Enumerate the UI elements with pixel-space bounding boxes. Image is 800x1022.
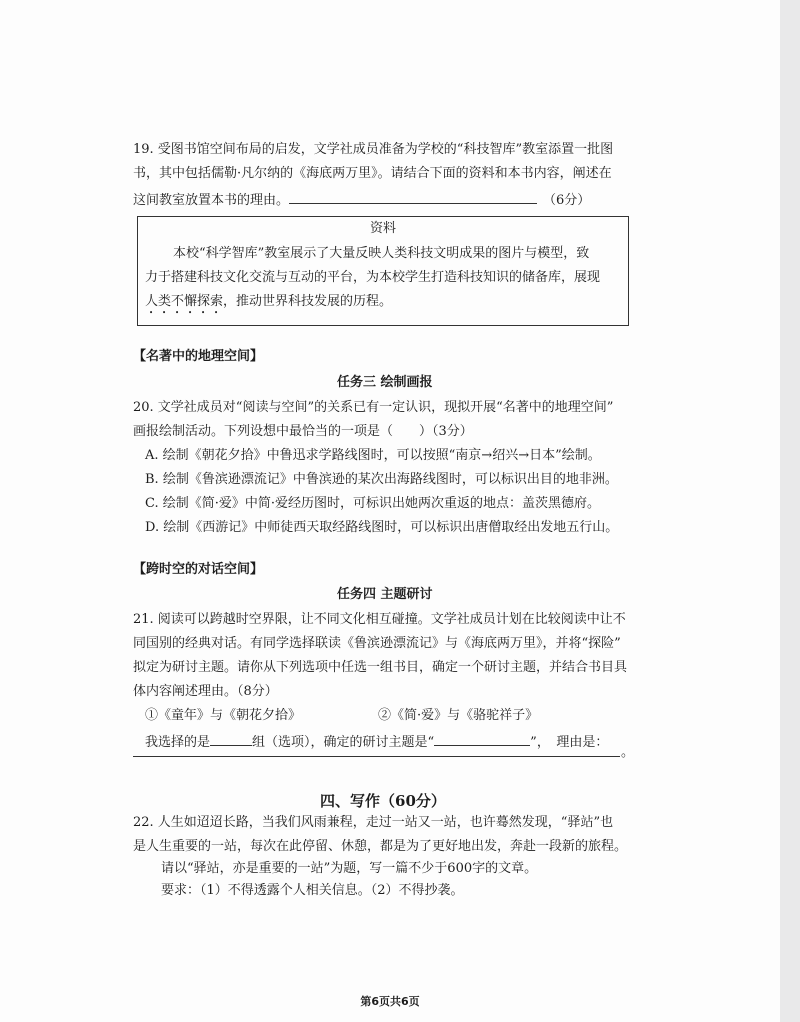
q19-line1: 19. 受图书馆空间布局的启发，文学社成员准备为学校的“科技智库”教室添置一批图 xyxy=(133,142,614,157)
task3-title: 任务三 绘制画报 xyxy=(337,375,433,390)
q20-line1: 20. 文学社成员对“阅读与空间”的关系已有一定认识，现拟开展“名著中的地理空间” xyxy=(133,400,614,415)
task4-title: 任务四 主题研讨 xyxy=(337,587,433,602)
q20-option-b[interactable]: B. 绘制《鲁滨逊漂流记》中鲁滨逊的某次出海路线图时，可以标识出目的地非洲。 xyxy=(145,472,618,487)
q21-line3: 拟定为研讨主题。请你从下列选项中任选一组书目，确定一个研讨主题，并结合书目具 xyxy=(133,660,628,675)
q19-score: （6分） xyxy=(543,193,591,208)
page-footer: 第6页共6页 xyxy=(360,995,420,1008)
q22-requirements: 要求：（1）不得透露个人相关信息。（2）不得抄袭。 xyxy=(161,883,464,898)
section-dialog-heading: 【跨时空的对话空间】 xyxy=(133,562,264,577)
q21-reason-line[interactable] xyxy=(133,756,620,757)
q21-line4: 体内容阐述理由。（8分） xyxy=(133,684,278,699)
material-line1: 本校“科学智库”教室展示了大量反映人类科技文明成果的图片与模型，致 xyxy=(173,246,590,261)
q20-line2: 画报绘制活动。下列设想中最恰当的一项是（ ）（3分） xyxy=(133,424,473,439)
q22-line1: 22. 人生如迢迢长路，当我们风雨兼程，走过一站又一站，也许蓦然发现，“驿站”也 xyxy=(133,815,614,830)
q21-line1: 21. 阅读可以跨越时空界限，让不同文化相互碰撞。文学社成员计划在比较阅读中让不 xyxy=(133,612,626,627)
q22-line3: 请以“驿站，亦是重要的一站”为题，写一篇不少于600字的文章。 xyxy=(161,861,538,876)
q19-line3 xyxy=(133,189,590,210)
q21-line2: 同国别的经典对话。有同学选择联读《鲁滨逊漂流记》与《海底两万里》，并将“探险” xyxy=(133,636,621,651)
material-line2: 力于搭建科技文化交流与互动的平台，为本校学生打造科技知识的储备库，展现 xyxy=(145,270,601,285)
q20-option-a[interactable]: A. 绘制《朝花夕拾》中鲁迅求学路线图时，可以按照“南京→绍兴→日本”绘制。 xyxy=(145,448,601,463)
section-geo-heading: 【名著中的地理空间】 xyxy=(133,349,264,364)
q21-answer-line xyxy=(145,731,608,752)
q20-option-c[interactable]: C. 绘制《简·爱》中简·爱经历图时，可标识出她两次重返的地点：盖茨黑德府。 xyxy=(145,496,601,511)
q21-group-blank[interactable] xyxy=(210,731,252,746)
material-title: 资料 xyxy=(369,221,396,236)
section4-heading: 四、写作（60分） xyxy=(320,792,446,810)
q21-choice-2[interactable]: ②《简·爱》与《骆驼祥子》 xyxy=(378,708,539,723)
q22-line2: 是人生重要的一站，每次在此停留、休憩，都是为了更好地出发，奔赴一段新的旅程。 xyxy=(133,839,628,854)
q21-answer-mid: 组（选项），确定的研讨主题是“ xyxy=(252,735,435,750)
q21-choice-1[interactable]: ①《童年》与《朝花夕拾》 xyxy=(145,708,302,723)
q21-answer-suffix: ”， 理由是： xyxy=(530,735,609,750)
q19-line2: 书，其中包括儒勒·凡尔纳的《海底两万里》。请结合下面的资料和本书内容，阐述在 xyxy=(133,166,612,181)
q21-answer-prefix: 我选择的是 xyxy=(145,735,211,750)
q21-end-mark: 。 xyxy=(621,745,635,760)
material-emphasis: 人类不懈探索 xyxy=(145,294,224,309)
material-line3 xyxy=(145,293,392,317)
q20-option-d[interactable]: D. 绘制《西游记》中师徒西天取经路线图时，可以标识出唐僧取经出发地五行山。 xyxy=(145,520,619,535)
q19-answer-blank[interactable] xyxy=(289,189,537,204)
q19-line3-text: 这间教室放置本书的理由。 xyxy=(133,193,290,208)
q21-theme-blank[interactable] xyxy=(434,731,530,746)
material-line3-rest: ，推动世界科技发展的历程。 xyxy=(223,294,393,309)
